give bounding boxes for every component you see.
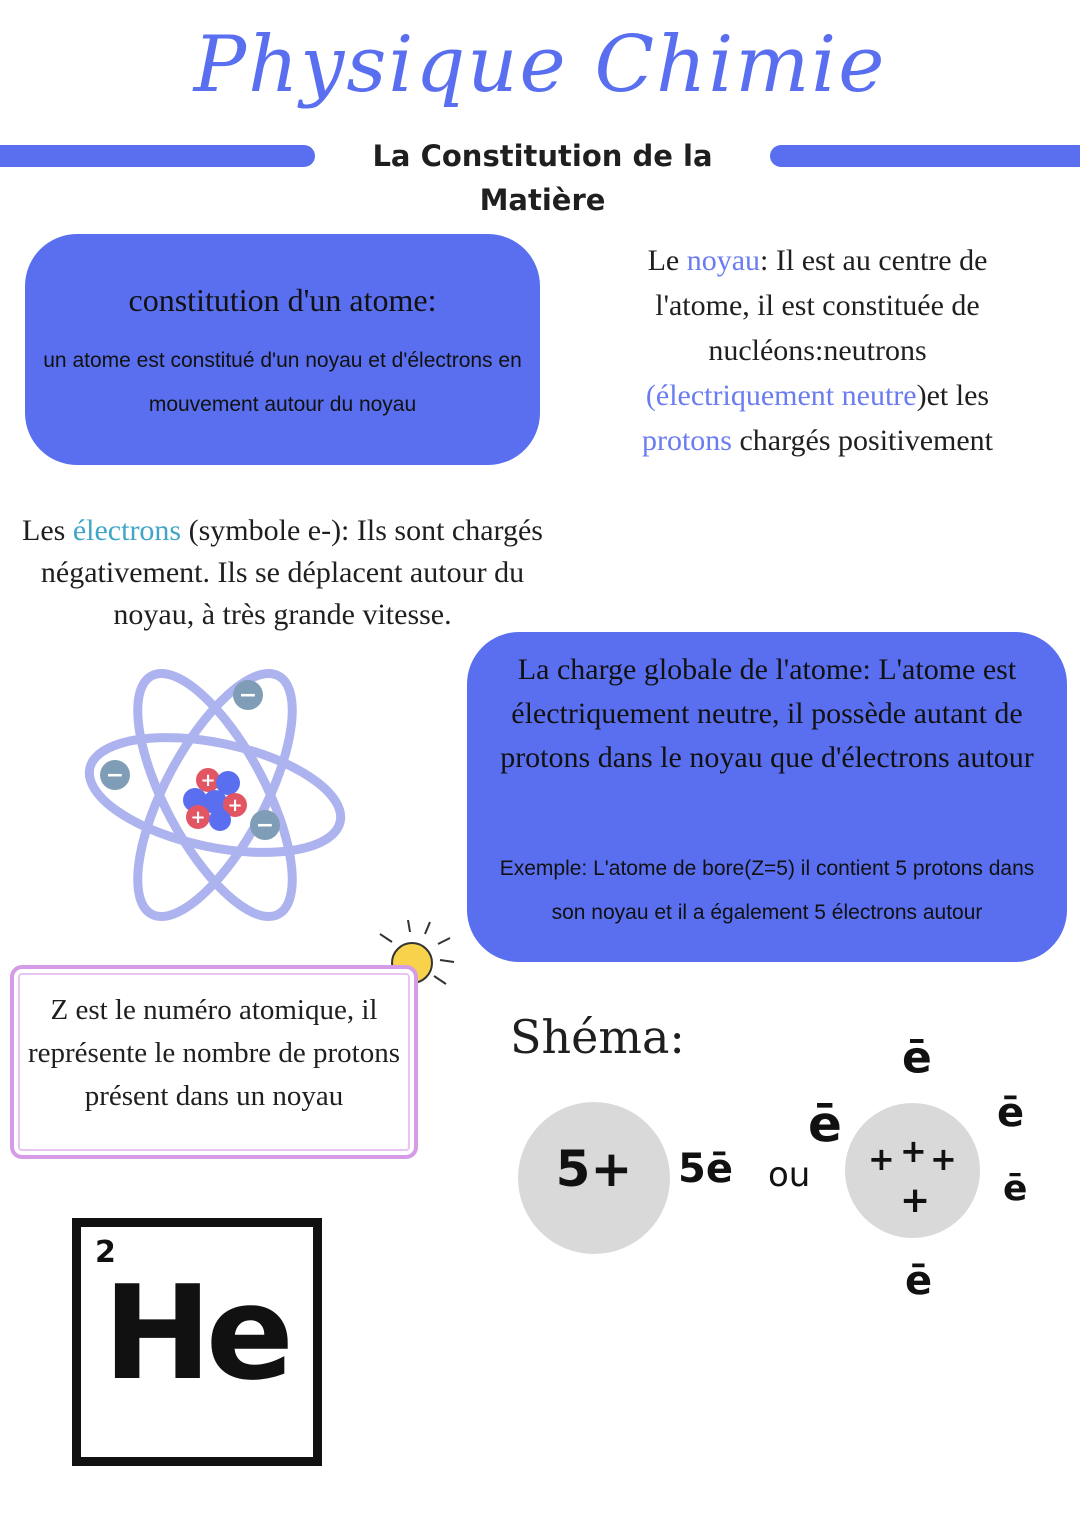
charge-text: La charge globale de l'atome: L'atome est électriquement neutre, il possède autant de protons dans le noyau que d'électrons autour — [500, 653, 1034, 774]
electrons-term: électrons — [72, 514, 182, 547]
title-bar-left — [0, 145, 315, 167]
nucleus — [183, 768, 247, 831]
electron-minus: − — [255, 813, 275, 838]
helium-element-tile — [72, 1218, 322, 1466]
proton-plus: + — [227, 795, 243, 816]
electron-minus: − — [105, 763, 125, 788]
electron-symbol: ē — [905, 1258, 933, 1304]
proton-plus: + — [200, 770, 216, 791]
noyau-description: Le noyau: Il est au centre de l'atome, il est constituée de nucléons:neutrons (électriquement neutre)et les protons chargés positivement — [641, 244, 994, 457]
nucleus-charge: 5+ — [555, 1140, 633, 1198]
charge-example: Exemple: L'atome de bore(Z=5) il contient 5 protons dans son noyau et il a également 5 électrons autour — [499, 857, 1035, 924]
proton-plus: + — [190, 807, 206, 828]
electron-minus: − — [238, 683, 258, 708]
protons-term: protons — [641, 424, 732, 457]
electron-symbol: ē — [1003, 1168, 1028, 1209]
atomic-number: 2 — [95, 1235, 116, 1270]
schema-label: Shéma: — [510, 1010, 685, 1064]
atomic-number-text: Z est le numéro atomique, il représente le nombre de protons présent dans un noyau — [27, 994, 401, 1112]
proton-plus: + — [930, 1140, 957, 1178]
title-bar-right — [770, 145, 1080, 167]
charge-box — [467, 632, 1067, 962]
atom-constitution-heading: constitution d'un atome: — [128, 282, 437, 318]
proton-plus: + — [900, 1180, 931, 1221]
atom-constitution-box — [25, 234, 540, 465]
proton-plus: + — [900, 1132, 927, 1170]
atom-icon — [80, 655, 350, 945]
or-label: ou — [768, 1155, 811, 1195]
page-title: Physique Chimie — [193, 20, 887, 110]
atom-constitution-text: un atome est constitué d'un noyau et d'électrons en mouvement autour du noyau — [43, 349, 522, 416]
electron-symbol: ē — [997, 1090, 1025, 1136]
electron-symbol: ē — [808, 1095, 842, 1153]
element-symbol: He — [103, 1257, 288, 1409]
electron-count: 5ē — [678, 1146, 733, 1192]
noyau-term: noyau — [686, 244, 761, 277]
proton-plus: + — [868, 1140, 895, 1178]
page-subtitle: La Constitution de la Matière — [372, 139, 713, 217]
atomic-number-box — [10, 965, 418, 1159]
electrons-description: Les électrons (symbole e-): Ils sont chargés négativement. Ils se déplacent autour du noyau, à très grande vitesse. — [22, 514, 543, 631]
electron-symbol: ē — [902, 1032, 932, 1083]
